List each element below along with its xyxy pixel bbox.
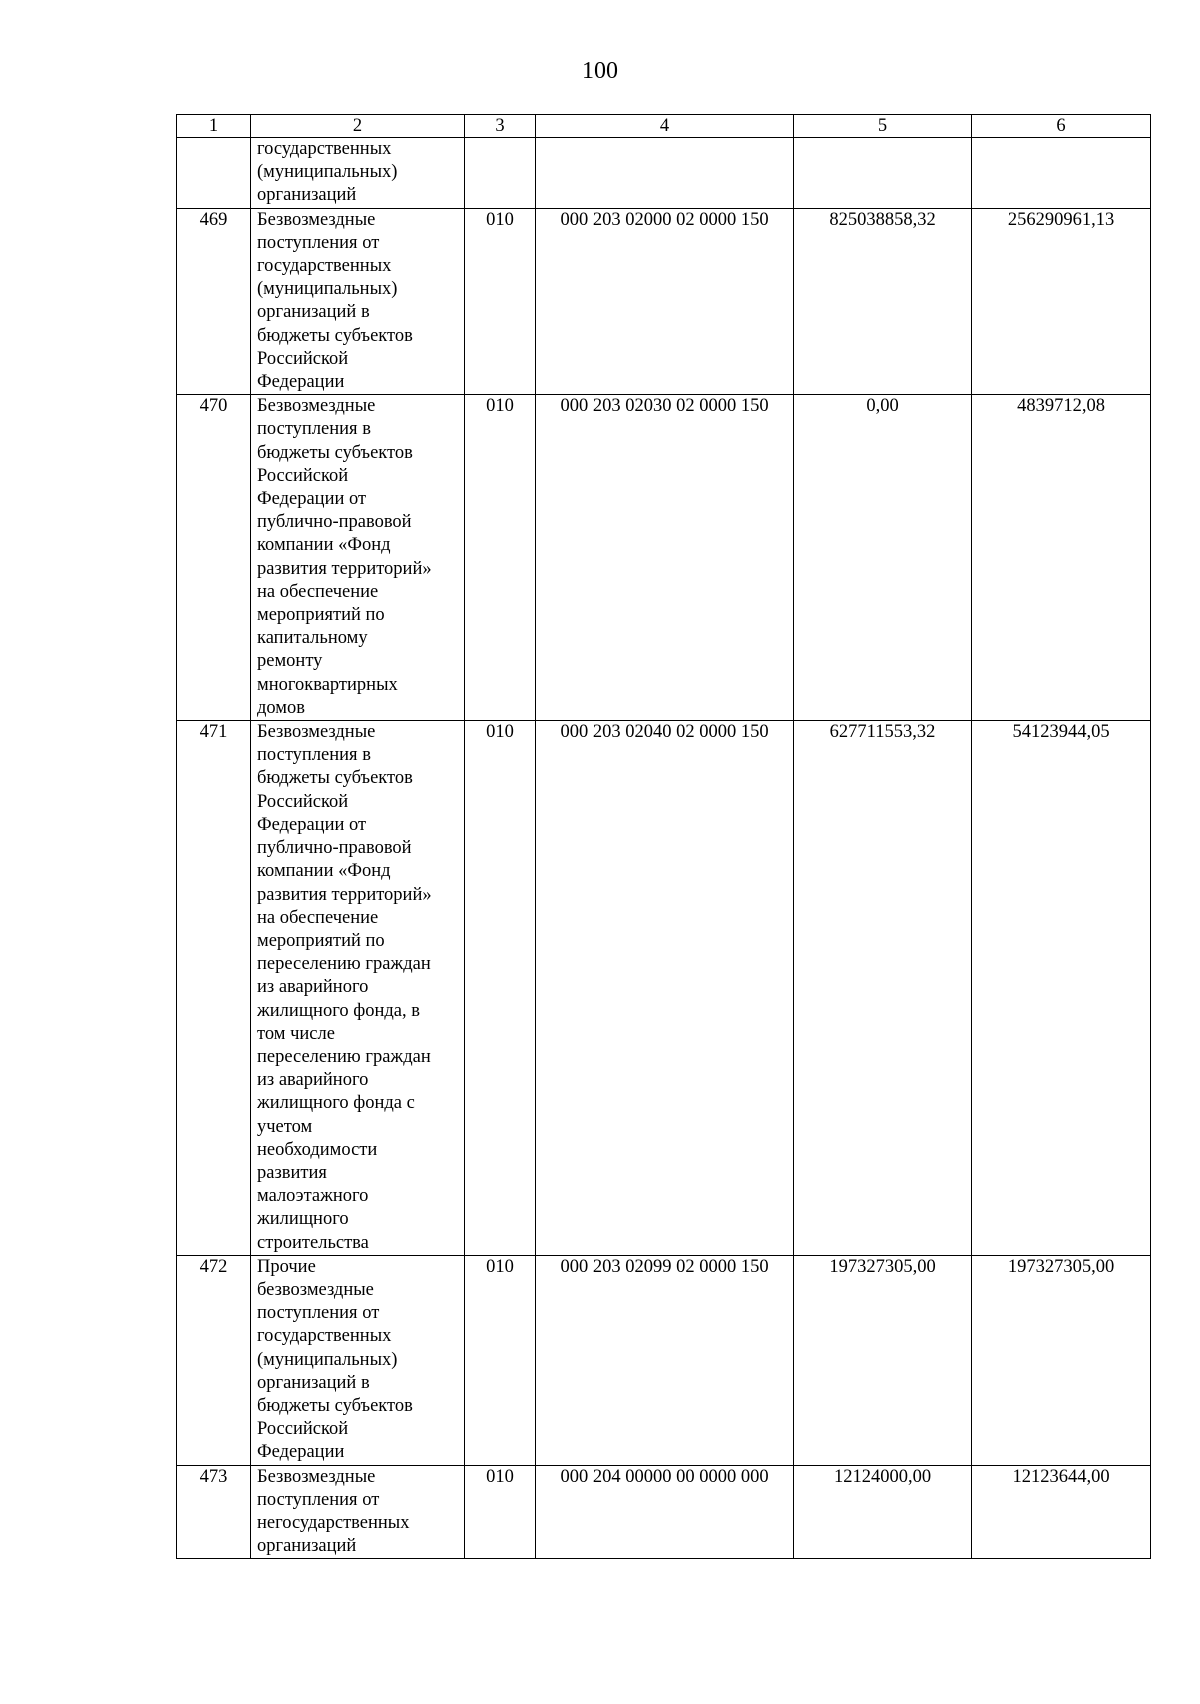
row-approved-amount: 12124000,00 xyxy=(794,1465,972,1559)
row-name xyxy=(251,1255,465,1465)
column-header-1: 1 xyxy=(177,115,251,138)
table-row xyxy=(177,1255,1151,1465)
row-executed-amount: 197327305,00 xyxy=(972,1255,1151,1465)
table-row xyxy=(177,1465,1151,1559)
row-approved-amount: 197327305,00 xyxy=(794,1255,972,1465)
column-header-5: 5 xyxy=(794,115,972,138)
row-name-text: государственных (муниципальных) организаций xyxy=(257,139,398,206)
row-number: 470 xyxy=(177,395,251,721)
column-header-4: 4 xyxy=(536,115,794,138)
row-line-code xyxy=(465,138,536,209)
row-number: 473 xyxy=(177,1465,251,1559)
row-approved-amount: 825038858,32 xyxy=(794,208,972,395)
header-row xyxy=(177,115,1151,138)
row-name-text: Безвозмездные поступления в бюджеты субъектов Российской Федерации от публично-правовой компании «Фонд развития территорий» на обеспечение мероприятий по переселению граждан из аварийного жилищного фонда, в том числе переселению граждан из аварийного жилищного фонда с учетом необходимости развития малоэтажного жилищного строительства xyxy=(257,722,432,1253)
row-approved-amount: 0,00 xyxy=(794,395,972,721)
column-header-2: 2 xyxy=(251,115,465,138)
row-number: 472 xyxy=(177,1255,251,1465)
row-line-code: 010 xyxy=(465,721,536,1256)
row-line-code: 010 xyxy=(465,395,536,721)
row-approved-amount xyxy=(794,138,972,209)
row-approved-amount: 627711553,32 xyxy=(794,721,972,1256)
row-number: 471 xyxy=(177,721,251,1256)
row-budget-code xyxy=(536,138,794,209)
row-number xyxy=(177,138,251,209)
row-name xyxy=(251,138,465,209)
row-name xyxy=(251,208,465,395)
table-row xyxy=(177,395,1151,721)
row-budget-code: 000 203 02099 02 0000 150 xyxy=(536,1255,794,1465)
page-number: 100 xyxy=(582,58,618,84)
row-name xyxy=(251,721,465,1256)
row-number: 469 xyxy=(177,208,251,395)
table-row xyxy=(177,208,1151,395)
row-executed-amount: 256290961,13 xyxy=(972,208,1151,395)
budget-table xyxy=(176,114,1151,1559)
row-budget-code: 000 203 02030 02 0000 150 xyxy=(536,395,794,721)
table-row xyxy=(177,138,1151,209)
row-executed-amount xyxy=(972,138,1151,209)
table-row xyxy=(177,721,1151,1256)
column-header-6: 6 xyxy=(972,115,1151,138)
row-executed-amount: 4839712,08 xyxy=(972,395,1151,721)
row-line-code: 010 xyxy=(465,1255,536,1465)
row-budget-code: 000 203 02000 02 0000 150 xyxy=(536,208,794,395)
row-executed-amount: 54123944,05 xyxy=(972,721,1151,1256)
row-name-text: Безвозмездные поступления от государственных (муниципальных) организаций в бюджеты субъектов Российской Федерации xyxy=(257,209,413,393)
row-budget-code: 000 204 00000 00 0000 000 xyxy=(536,1465,794,1559)
column-header-3: 3 xyxy=(465,115,536,138)
row-name xyxy=(251,1465,465,1559)
row-name-text: Безвозмездные поступления от негосударственных организаций xyxy=(257,1466,410,1557)
row-name xyxy=(251,395,465,721)
row-line-code: 010 xyxy=(465,1465,536,1559)
row-name-text: Прочие безвозмездные поступления от государственных (муниципальных) организаций в бюджеты субъектов Российской Федерации xyxy=(257,1256,413,1463)
row-executed-amount: 12123644,00 xyxy=(972,1465,1151,1559)
row-name-text: Безвозмездные поступления в бюджеты субъектов Российской Федерации от публично-правовой компании «Фонд развития территорий» на обеспечение мероприятий по капитальному ремонту многоквартирных домов xyxy=(257,396,432,718)
row-line-code: 010 xyxy=(465,208,536,395)
row-budget-code: 000 203 02040 02 0000 150 xyxy=(536,721,794,1256)
